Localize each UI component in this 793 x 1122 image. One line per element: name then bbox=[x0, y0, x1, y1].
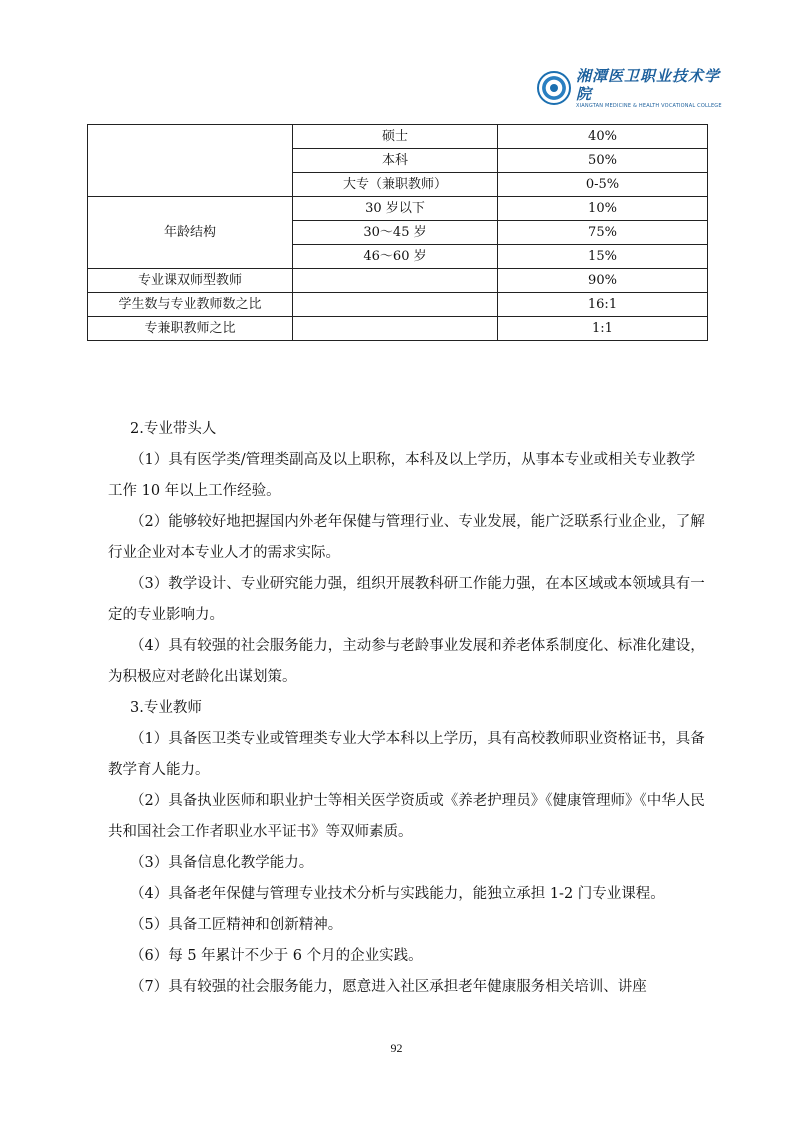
logo-english-name: XIANGTAN MEDICINE & HEALTH VOCATIONAL COLLEGE bbox=[576, 102, 722, 109]
table-row bbox=[88, 125, 708, 149]
table-cell-value: 90% bbox=[498, 269, 708, 293]
table-cell-value: 50% bbox=[498, 149, 708, 173]
table-cell-value: 1:1 bbox=[498, 317, 708, 341]
table-row bbox=[88, 197, 708, 221]
table-cell-sub bbox=[293, 317, 498, 341]
leader-requirement-2: （2）能够较好地把握国内外老年保健与管理行业、专业发展，能广泛联系行业企业，了解行业企业对本专业人才的需求实际。 bbox=[108, 514, 705, 561]
table-cell-value: 10% bbox=[498, 197, 708, 221]
table-row bbox=[88, 317, 708, 341]
teacher-requirement-5: （5）具备工匠精神和创新精神。 bbox=[130, 917, 343, 933]
logo-text bbox=[576, 67, 727, 110]
faculty-structure-table bbox=[87, 124, 708, 341]
table-cell-value: 0-5% bbox=[498, 173, 708, 197]
college-logo bbox=[537, 68, 727, 108]
table-cell-label: 年龄结构 bbox=[88, 197, 293, 269]
table-cell-sub: 大专（兼职教师） bbox=[293, 173, 498, 197]
table-cell-sub bbox=[293, 269, 498, 293]
table-cell-sub: 本科 bbox=[293, 149, 498, 173]
table-cell-label: 学生数与专业教师数之比 bbox=[88, 293, 293, 317]
teacher-requirement-3: （3）具备信息化教学能力。 bbox=[130, 855, 314, 871]
table-cell-sub: 30 岁以下 bbox=[293, 197, 498, 221]
table-cell-value: 40% bbox=[498, 125, 708, 149]
table-cell-label bbox=[88, 125, 293, 197]
table-row bbox=[88, 293, 708, 317]
table-cell-sub: 30～45 岁 bbox=[293, 221, 498, 245]
logo-chinese-name: 湘潭医卫职业技术学院 bbox=[576, 66, 721, 103]
table-cell-value: 16:1 bbox=[498, 293, 708, 317]
leader-requirement-3: （3）教学设计、专业研究能力强，组织开展教科研工作能力强，在本区域或本领域具有一定的专业影响力。 bbox=[108, 576, 705, 623]
teacher-requirement-7: （7）具有较强的社会服务能力，愿意进入社区承担老年健康服务相关培训、讲座 bbox=[130, 979, 647, 995]
teacher-requirement-2: （2）具备执业医师和职业护士等相关医学资质或《养老护理员》《健康管理师》《中华人民共和国社会工作者职业水平证书》等双师素质。 bbox=[108, 793, 705, 840]
table-row bbox=[88, 269, 708, 293]
teacher-requirement-4: （4）具备老年保健与管理专业技术分析与实践能力，能独立承担 1-2 门专业课程。 bbox=[130, 886, 665, 902]
teacher-requirement-6: （6）每 5 年累计不少于 6 个月的企业实践。 bbox=[130, 948, 423, 964]
table-cell-label: 专兼职教师之比 bbox=[88, 317, 293, 341]
document-body bbox=[108, 414, 708, 1003]
leader-requirement-4: （4）具有较强的社会服务能力，主动参与老龄事业发展和养老体系制度化、标准化建设，为积极应对老龄化出谋划策。 bbox=[108, 638, 705, 685]
section-heading-leader: 2.专业带头人 bbox=[130, 421, 217, 437]
table-cell-sub bbox=[293, 293, 498, 317]
college-seal-icon bbox=[537, 71, 571, 105]
table-cell-sub: 46～60 岁 bbox=[293, 245, 498, 269]
section-heading-teachers: 3.专业教师 bbox=[130, 700, 202, 716]
table-cell-label: 专业课双师型教师 bbox=[88, 269, 293, 293]
page-number: 92 bbox=[390, 1041, 403, 1055]
table-cell-value: 75% bbox=[498, 221, 708, 245]
leader-requirement-1: （1）具有医学类/管理类副高及以上职称，本科及以上学历，从事本专业或相关专业教学工作 10 年以上工作经验。 bbox=[108, 452, 696, 499]
teacher-requirement-1: （1）具备医卫类专业或管理类专业大学本科以上学历，具有高校教师职业资格证书，具备教学育人能力。 bbox=[108, 731, 705, 778]
table-cell-value: 15% bbox=[498, 245, 708, 269]
table-cell-sub: 硕士 bbox=[293, 125, 498, 149]
